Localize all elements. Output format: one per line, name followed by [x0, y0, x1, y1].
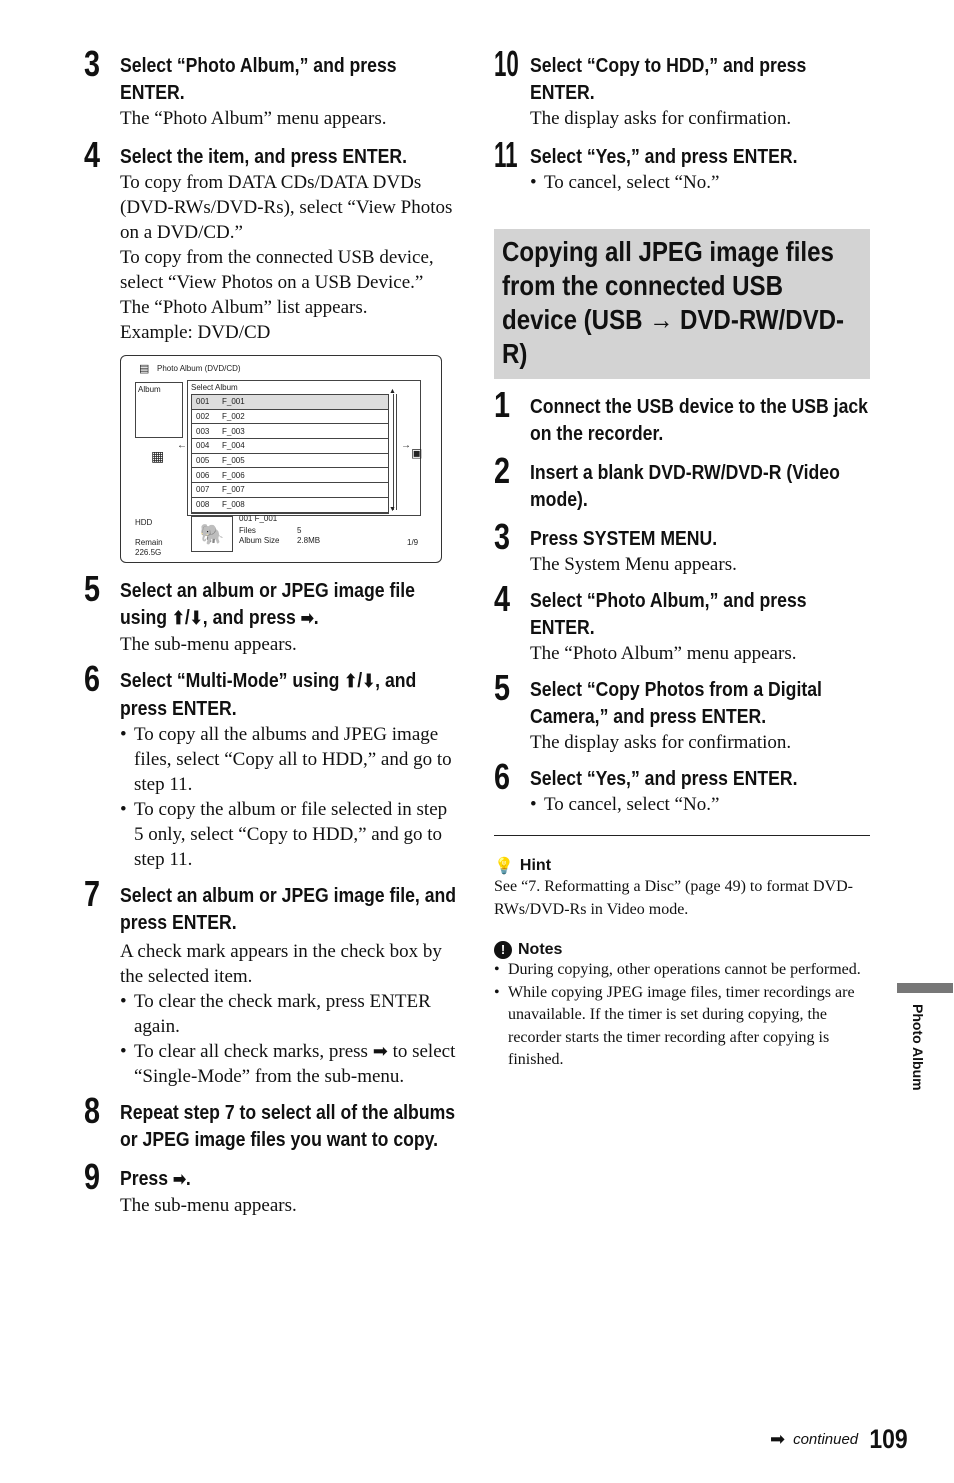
up-arrow-icon: ⬆ — [171, 608, 185, 628]
usb-step-6 — [494, 756, 870, 817]
hint-heading: 💡 Hint — [494, 857, 552, 875]
row-filename: F_004 — [222, 441, 245, 451]
step-number: 5 — [494, 667, 511, 708]
usb-step-1 — [494, 384, 870, 447]
step-body: The display asks for confirmation. — [530, 732, 792, 753]
size-value: 2.8MB — [297, 536, 321, 545]
bullet: • To clear the check mark, press ENTER again. — [120, 989, 460, 1039]
step-number: 5 — [84, 568, 101, 609]
up-arrow-icon: ⬆ — [344, 671, 358, 691]
album-box — [135, 382, 183, 438]
step-body: The sub-menu appears. — [120, 1195, 297, 1216]
hint-body: See “7. Reformatting a Disc” (page 49) to format DVD-RWs/DVD-Rs in Video mode. — [494, 878, 853, 918]
page-indicator: 1/9 — [407, 538, 419, 547]
step-number: 8 — [84, 1090, 101, 1131]
step-5 — [84, 568, 460, 657]
row-number: 006 — [196, 470, 210, 480]
step-number: 9 — [84, 1156, 101, 1197]
album-list — [191, 394, 389, 514]
album-icon: ▤ — [139, 363, 150, 375]
side-tab-label: Photo Album — [910, 1004, 926, 1091]
album-list-row[interactable] — [192, 424, 388, 439]
info-name: 001 F_001 — [239, 514, 278, 523]
step-heading: Select “Copy to HDD,” and press ENTER. — [530, 54, 807, 104]
step-3 — [84, 43, 460, 131]
usb-step-3 — [494, 516, 870, 577]
step-body: To copy from the connected USB device, select “View Photos on a USB Device.” — [120, 247, 434, 293]
step-number: 6 — [84, 658, 101, 699]
step-heading: Repeat step 7 to select all of the albums or JPEG image files you want to copy. — [120, 1101, 456, 1151]
submenu-icon: ▦ — [151, 448, 165, 464]
step-heading: Select “Yes,” and press ENTER. — [530, 767, 798, 790]
notes-icon: ! — [494, 941, 512, 959]
step-number: 4 — [84, 134, 101, 175]
section-banner — [494, 229, 870, 379]
bullet: • To copy the album or file selected in step 5 only, select “Copy to HDD,” and go to step 11. — [120, 797, 460, 872]
files-label: Files — [239, 526, 256, 535]
page-number: 109 — [869, 1424, 908, 1454]
step-body: The System Menu appears. — [530, 554, 737, 575]
row-filename: F_005 — [222, 456, 245, 466]
step-heading: Select “Yes,” and press ENTER. — [530, 145, 798, 168]
step-number: 7 — [84, 873, 101, 914]
row-number: 003 — [196, 426, 210, 436]
photo-album-screen — [120, 355, 442, 563]
album-label: Album — [138, 385, 161, 394]
album-list-row[interactable] — [192, 483, 388, 498]
notes-box — [494, 941, 870, 1072]
step-body: The sub-menu appears. — [120, 634, 297, 655]
divider — [494, 835, 870, 836]
scroll-down-icon: ▼ — [389, 506, 396, 513]
remain-value: 226.5G — [135, 548, 162, 557]
usb-step-5 — [494, 667, 870, 755]
album-list-row[interactable] — [192, 410, 388, 425]
album-list-row[interactable] — [192, 498, 388, 513]
step-body: A check mark appears in the check box by the selected item. — [120, 941, 442, 987]
step-heading: Select “Copy Photos from a Digital Camera,” and press ENTER. — [530, 678, 822, 728]
bullet: • To cancel, select “No.” — [530, 170, 870, 195]
elephant-thumbnail-icon: 🐘 — [191, 516, 233, 552]
step-number: 3 — [494, 516, 511, 557]
row-filename: F_002 — [222, 412, 245, 422]
select-album-label: Select Album — [191, 383, 238, 392]
step-heading: Press SYSTEM MENU. — [530, 527, 718, 550]
step-heading: Insert a blank DVD-RW/DVD-R (Video mode). — [530, 461, 840, 511]
row-number: 007 — [196, 485, 210, 495]
row-number: 002 — [196, 412, 210, 422]
continued-arrow-icon: ➡ — [770, 1429, 786, 1449]
step-heading: Connect the USB device to the USB jack on the recorder. — [530, 395, 868, 445]
continued-label: continued — [793, 1431, 859, 1448]
step-body: To copy from DATA CDs/DATA DVDs (DVD-RWs/DVD-Rs), select “View Photos on a DVD/CD.” — [120, 172, 453, 243]
step-heading: Select an album or JPEG image file using ⬆/⬇, and press ➡. — [120, 579, 415, 629]
files-value: 5 — [297, 526, 302, 535]
album-list-row[interactable] — [192, 454, 388, 469]
step-11 — [494, 134, 870, 195]
step-number: 1 — [494, 384, 511, 425]
side-tab-bar — [897, 983, 953, 993]
left-column — [84, 43, 460, 1218]
step-heading: Select “Photo Album,” and press ENTER. — [120, 54, 397, 104]
step-number: 10 — [494, 43, 519, 84]
right-arrow-icon: → — [401, 440, 411, 451]
step-body: The “Photo Album” menu appears. — [530, 643, 797, 664]
step-heading: Press ➡. — [120, 1167, 191, 1190]
step-number: 6 — [494, 756, 511, 797]
row-filename: F_008 — [222, 500, 245, 510]
bullet: • To cancel, select “No.” — [530, 792, 870, 817]
step-number: 11 — [494, 134, 518, 175]
size-label: Album Size — [239, 536, 280, 545]
usb-step-2 — [494, 450, 870, 513]
right-arrow-icon: ➡ — [372, 1041, 388, 1061]
notes-heading: ! Notes — [494, 941, 870, 959]
step-9 — [84, 1156, 460, 1218]
hdd-label: HDD — [135, 518, 153, 527]
step-body: Example: DVD/CD — [120, 322, 271, 343]
copy-icon: ▣ — [411, 446, 423, 460]
album-list-row[interactable] — [192, 468, 388, 483]
step-body: The “Photo Album” list appears. — [120, 297, 368, 318]
remain-label: Remain — [135, 538, 163, 547]
down-arrow-icon: ⬇ — [189, 608, 203, 628]
right-arrow-icon: ➡ — [300, 608, 314, 628]
step-body: The “Photo Album” menu appears. — [120, 108, 387, 129]
step-heading: Select “Multi-Mode” using ⬆/⬇, and press ENTER. — [120, 669, 417, 720]
right-arrow-icon: ➡ — [172, 1169, 186, 1189]
screen-title: Photo Album (DVD/CD) — [157, 364, 241, 373]
step-6 — [84, 658, 460, 872]
step-4 — [84, 134, 460, 563]
usb-step-4 — [494, 578, 870, 666]
hint-box — [494, 856, 870, 921]
step-number: 4 — [494, 578, 511, 619]
note-item: • During copying, other operations cannot be performed. — [494, 959, 870, 982]
row-number: 001 — [196, 397, 210, 407]
step-heading: Select “Photo Album,” and press ENTER. — [530, 589, 807, 639]
step-number: 3 — [84, 43, 101, 84]
row-number: 005 — [196, 456, 210, 466]
row-filename: F_003 — [222, 426, 245, 436]
album-list-row[interactable] — [192, 439, 388, 454]
down-arrow-icon: ⬇ — [362, 671, 376, 691]
step-body: The display asks for confirmation. — [530, 108, 792, 129]
bullet: • To copy all the albums and JPEG image files, select “Copy all to HDD,” and go to step 11. — [120, 722, 460, 797]
step-7 — [84, 873, 460, 1089]
album-list-row[interactable] — [192, 395, 388, 410]
row-filename: F_006 — [222, 470, 245, 480]
page-footer — [770, 1424, 911, 1455]
right-column — [494, 43, 870, 1072]
step-8 — [84, 1090, 460, 1153]
left-arrow-icon: ← — [177, 440, 187, 451]
bullet: • To clear all check marks, press ➡ to select “Single-Mode” from the sub-menu. — [120, 1039, 460, 1089]
step-heading: Select the item, and press ENTER. — [120, 145, 408, 168]
step-heading: Select an album or JPEG image file, and press ENTER. — [120, 884, 457, 934]
note-item: • While copying JPEG image files, timer recordings are unavailable. If the timer is set during copying, the recorder starts the timer recording after copying is finished. — [494, 982, 870, 1072]
row-filename: F_001 — [222, 397, 245, 407]
scrollbar — [393, 394, 397, 510]
scroll-up-icon: ▲ — [389, 388, 396, 395]
step-number: 2 — [494, 450, 511, 491]
row-filename: F_007 — [222, 485, 245, 495]
lightbulb-icon: 💡 — [494, 858, 514, 875]
step-10 — [494, 43, 870, 131]
section-title: Copying all JPEG image files from the connected USB device (USB → DVD-RW/DVD-R) — [502, 236, 845, 369]
row-number: 008 — [196, 500, 210, 510]
row-number: 004 — [196, 441, 210, 451]
